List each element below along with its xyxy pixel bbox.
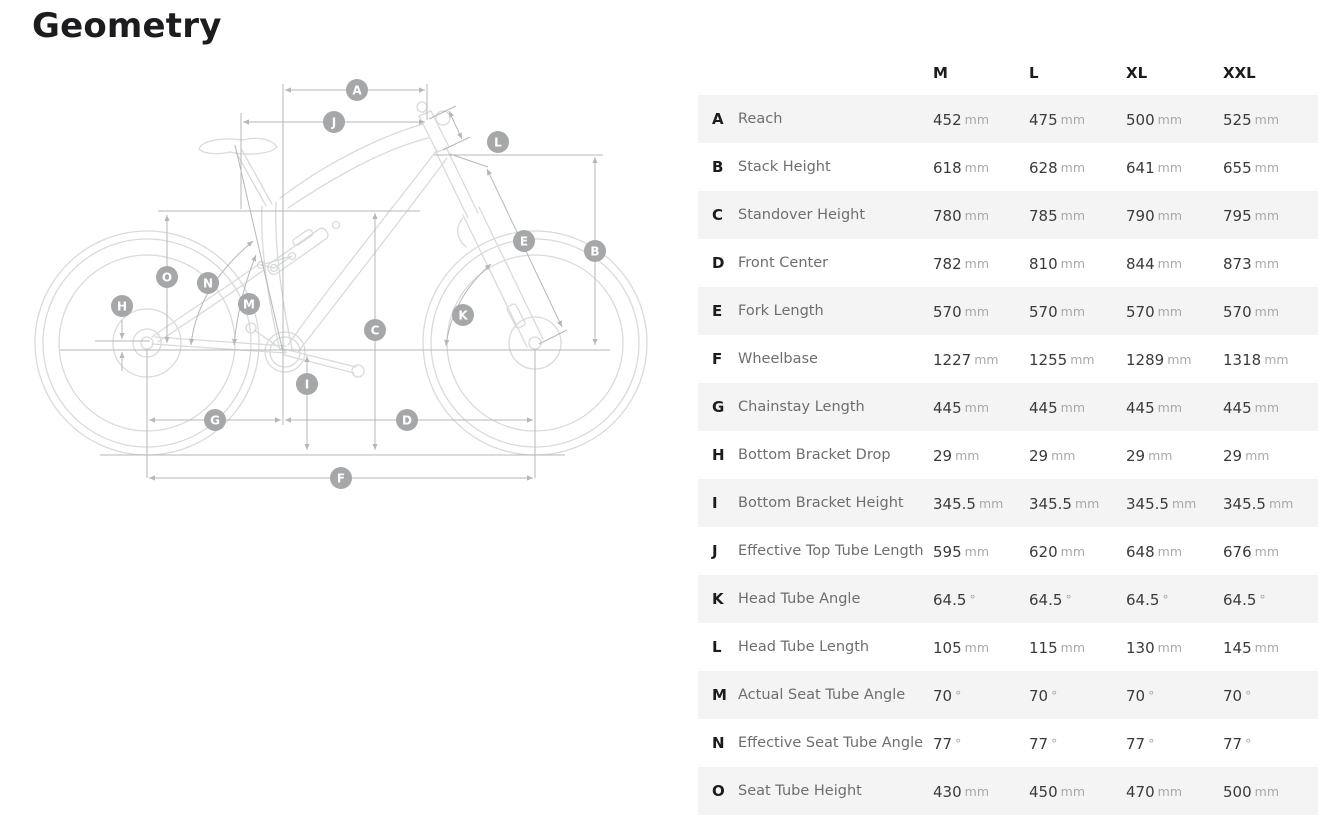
value-number: 782 xyxy=(933,254,962,273)
value-number: 105 xyxy=(933,638,962,657)
row-letter: K xyxy=(712,590,724,608)
row-value xyxy=(1126,686,1223,705)
value-unit: ° xyxy=(1259,591,1266,607)
value-number: 70 xyxy=(1029,686,1049,705)
geometry-row-o xyxy=(698,767,1318,815)
value-unit: mm xyxy=(1148,447,1173,463)
row-value xyxy=(1029,398,1126,417)
row-value xyxy=(1029,206,1126,225)
value-unit: mm xyxy=(1157,399,1182,415)
row-value xyxy=(933,302,1029,321)
value-number: 628 xyxy=(1029,158,1058,177)
row-label: Wheelbase xyxy=(738,351,818,367)
dimension-badge-n xyxy=(197,272,219,294)
row-label: Reach xyxy=(738,111,783,127)
row-value xyxy=(1223,590,1318,609)
value-number: 570 xyxy=(1223,302,1252,321)
row-value xyxy=(1223,782,1318,801)
dimension-badge-m xyxy=(238,293,260,315)
value-number: 345.5 xyxy=(1126,494,1169,513)
row-value xyxy=(1223,734,1318,753)
value-unit: mm xyxy=(964,111,989,127)
row-value xyxy=(1029,686,1126,705)
value-unit: mm xyxy=(1051,447,1076,463)
row-value xyxy=(933,206,1029,225)
row-value xyxy=(933,542,1029,561)
row-value xyxy=(1029,446,1126,465)
value-number: 1227 xyxy=(933,350,972,369)
value-unit: ° xyxy=(955,687,962,703)
svg-text:M: M xyxy=(243,297,255,312)
row-value xyxy=(933,494,1029,513)
value-unit: mm xyxy=(1157,255,1182,271)
value-number: 29 xyxy=(1126,446,1146,465)
value-unit: ° xyxy=(969,591,976,607)
dimension-badge-k xyxy=(452,304,474,326)
value-unit: mm xyxy=(1254,783,1279,799)
dimension-badge-g xyxy=(204,409,226,431)
value-number: 1289 xyxy=(1126,350,1165,369)
svg-text:I: I xyxy=(304,377,310,392)
value-unit: mm xyxy=(1167,351,1192,367)
value-unit: mm xyxy=(964,303,989,319)
geometry-table xyxy=(698,50,1318,815)
row-label: Front Center xyxy=(738,255,829,271)
row-value xyxy=(1223,302,1318,321)
value-number: 641 xyxy=(1126,158,1155,177)
value-unit: mm xyxy=(1157,207,1182,223)
value-number: 450 xyxy=(1029,782,1058,801)
bike-geometry-diagram xyxy=(0,0,690,560)
value-number: 676 xyxy=(1223,542,1252,561)
row-value xyxy=(933,254,1029,273)
value-unit: mm xyxy=(1060,159,1085,175)
row-value xyxy=(1126,398,1223,417)
value-unit: mm xyxy=(1060,399,1085,415)
value-number: 785 xyxy=(1029,206,1058,225)
geometry-row-e xyxy=(698,287,1318,335)
row-value xyxy=(1223,494,1318,513)
row-value xyxy=(1029,590,1126,609)
dimension-badge-b xyxy=(584,240,606,262)
dimension-badge-e xyxy=(513,230,535,252)
value-unit: mm xyxy=(1060,639,1085,655)
value-number: 655 xyxy=(1223,158,1252,177)
svg-text:E: E xyxy=(519,234,529,249)
value-unit: mm xyxy=(964,255,989,271)
value-unit: mm xyxy=(1157,159,1182,175)
value-number: 500 xyxy=(1126,110,1155,129)
value-unit: mm xyxy=(1254,207,1279,223)
row-letter: O xyxy=(712,782,725,800)
value-unit: mm xyxy=(1060,783,1085,799)
value-number: 29 xyxy=(933,446,953,465)
value-number: 430 xyxy=(933,782,962,801)
row-value xyxy=(1223,158,1318,177)
value-unit: ° xyxy=(1065,591,1072,607)
value-number: 64.5 xyxy=(933,590,967,609)
table-body xyxy=(698,95,1318,815)
value-number: 620 xyxy=(1029,542,1058,561)
geometry-row-b xyxy=(698,143,1318,191)
size-column-header-xl: XL xyxy=(1126,63,1148,82)
value-unit: ° xyxy=(1162,591,1169,607)
value-unit: mm xyxy=(1074,495,1100,511)
row-letter: E xyxy=(712,302,723,320)
row-value xyxy=(1029,302,1126,321)
row-letter: L xyxy=(712,638,722,656)
value-number: 77 xyxy=(1223,734,1243,753)
row-label: Stack Height xyxy=(738,159,831,175)
value-number: 810 xyxy=(1029,254,1058,273)
value-number: 64.5 xyxy=(1223,590,1257,609)
value-number: 1318 xyxy=(1223,350,1262,369)
svg-text:L: L xyxy=(494,135,502,150)
value-number: 70 xyxy=(1223,686,1243,705)
svg-text:D: D xyxy=(402,413,412,428)
value-unit: mm xyxy=(974,351,999,367)
row-letter: D xyxy=(712,254,725,272)
value-unit: mm xyxy=(1254,111,1279,127)
row-value xyxy=(1126,206,1223,225)
value-number: 345.5 xyxy=(933,494,976,513)
row-label: Effective Seat Tube Angle xyxy=(738,735,924,751)
row-value xyxy=(933,110,1029,129)
value-unit: mm xyxy=(964,159,989,175)
svg-text:C: C xyxy=(370,323,380,338)
value-unit: mm xyxy=(978,495,1004,511)
value-number: 595 xyxy=(933,542,962,561)
value-number: 77 xyxy=(1126,734,1146,753)
row-label: Bottom Bracket Drop xyxy=(738,447,891,463)
row-value xyxy=(1126,350,1223,369)
size-column-header-xxl: XXL xyxy=(1223,63,1256,82)
size-column-header-m: M xyxy=(933,63,948,82)
row-label: Effective Top Tube Length xyxy=(738,543,924,559)
value-unit: mm xyxy=(1157,303,1182,319)
row-letter: H xyxy=(712,446,725,464)
row-value xyxy=(933,638,1029,657)
value-number: 452 xyxy=(933,110,962,129)
row-value xyxy=(1223,686,1318,705)
svg-text:K: K xyxy=(458,308,468,323)
value-number: 570 xyxy=(1126,302,1155,321)
row-value xyxy=(1223,542,1318,561)
row-value xyxy=(933,446,1029,465)
value-unit: mm xyxy=(1070,351,1095,367)
row-value xyxy=(1126,302,1223,321)
svg-text:N: N xyxy=(202,276,214,291)
value-unit: mm xyxy=(1254,639,1279,655)
row-value xyxy=(933,398,1029,417)
value-unit: mm xyxy=(1060,303,1085,319)
row-value xyxy=(1223,206,1318,225)
value-unit: mm xyxy=(1254,303,1279,319)
frame xyxy=(152,102,450,377)
value-number: 795 xyxy=(1223,206,1252,225)
value-unit: mm xyxy=(964,207,989,223)
geometry-row-k xyxy=(698,575,1318,623)
row-value xyxy=(1223,110,1318,129)
dimension-badges-layer xyxy=(111,79,606,489)
row-value xyxy=(933,686,1029,705)
row-label: Head Tube Angle xyxy=(738,591,861,607)
geometry-row-i xyxy=(698,479,1318,527)
row-letter: B xyxy=(712,158,724,176)
value-number: 570 xyxy=(1029,302,1058,321)
value-number: 115 xyxy=(1029,638,1058,657)
value-unit: mm xyxy=(1157,783,1182,799)
geometry-row-l xyxy=(698,623,1318,671)
value-number: 345.5 xyxy=(1223,494,1266,513)
dimension-badge-o xyxy=(156,266,178,288)
value-number: 618 xyxy=(933,158,962,177)
value-number: 29 xyxy=(1223,446,1243,465)
row-label: Head Tube Length xyxy=(738,639,870,655)
value-unit: mm xyxy=(1060,111,1085,127)
geometry-row-m xyxy=(698,671,1318,719)
dimension-badge-l xyxy=(487,131,509,153)
value-unit: mm xyxy=(1245,447,1270,463)
value-number: 470 xyxy=(1126,782,1155,801)
value-number: 70 xyxy=(933,686,953,705)
value-unit: mm xyxy=(1157,111,1182,127)
value-unit: ° xyxy=(1051,735,1058,751)
row-value xyxy=(1029,638,1126,657)
value-unit: mm xyxy=(1254,255,1279,271)
dimension-badge-d xyxy=(396,409,418,431)
geometry-row-c xyxy=(698,191,1318,239)
value-number: 873 xyxy=(1223,254,1252,273)
dimension-badge-c xyxy=(364,319,386,341)
geometry-row-h xyxy=(698,431,1318,479)
dimension-badge-f xyxy=(330,467,352,489)
row-value xyxy=(1223,254,1318,273)
row-label: Seat Tube Height xyxy=(738,783,862,799)
geometry-row-g xyxy=(698,383,1318,431)
value-number: 145 xyxy=(1223,638,1252,657)
value-unit: ° xyxy=(1148,735,1155,751)
value-unit: mm xyxy=(964,399,989,415)
value-number: 130 xyxy=(1126,638,1155,657)
value-unit: mm xyxy=(1060,207,1085,223)
row-value xyxy=(1126,590,1223,609)
value-unit: mm xyxy=(964,639,989,655)
row-value xyxy=(933,734,1029,753)
value-unit: ° xyxy=(1245,687,1252,703)
value-unit: mm xyxy=(1060,255,1085,271)
dimension-badge-h xyxy=(111,295,133,317)
row-value xyxy=(1029,254,1126,273)
value-unit: ° xyxy=(955,735,962,751)
row-value xyxy=(1029,782,1126,801)
row-label: Actual Seat Tube Angle xyxy=(738,687,906,703)
geometry-row-a xyxy=(698,95,1318,143)
row-letter: F xyxy=(712,350,723,368)
value-unit: ° xyxy=(1051,687,1058,703)
value-unit: mm xyxy=(1060,543,1085,559)
value-unit: mm xyxy=(1268,495,1294,511)
row-value xyxy=(1126,446,1223,465)
dimension-badge-j xyxy=(323,111,345,133)
value-number: 844 xyxy=(1126,254,1155,273)
value-number: 29 xyxy=(1029,446,1049,465)
svg-text:F: F xyxy=(336,471,346,486)
row-value xyxy=(1126,494,1223,513)
value-unit: mm xyxy=(1157,639,1182,655)
value-number: 77 xyxy=(933,734,953,753)
value-unit: mm xyxy=(1157,543,1182,559)
row-letter: N xyxy=(712,734,725,752)
svg-text:J: J xyxy=(331,115,337,130)
value-number: 345.5 xyxy=(1029,494,1072,513)
svg-text:A: A xyxy=(352,83,362,98)
row-value xyxy=(1126,638,1223,657)
value-unit: mm xyxy=(964,783,989,799)
value-number: 1255 xyxy=(1029,350,1068,369)
value-unit: mm xyxy=(1264,351,1289,367)
dimension-badge-i xyxy=(296,373,318,395)
row-label: Standover Height xyxy=(738,207,866,223)
row-letter: G xyxy=(712,398,725,416)
row-value xyxy=(1223,350,1318,369)
value-unit: mm xyxy=(955,447,980,463)
row-letter: I xyxy=(712,494,718,512)
row-label: Bottom Bracket Height xyxy=(738,495,904,511)
row-label: Fork Length xyxy=(738,303,824,319)
value-number: 445 xyxy=(1223,398,1252,417)
value-unit: mm xyxy=(1254,159,1279,175)
value-number: 475 xyxy=(1029,110,1058,129)
value-number: 500 xyxy=(1223,782,1252,801)
value-number: 445 xyxy=(933,398,962,417)
row-value xyxy=(1223,398,1318,417)
value-unit: mm xyxy=(1254,399,1279,415)
geometry-row-d xyxy=(698,239,1318,287)
row-value xyxy=(1029,734,1126,753)
page-title: Geometry xyxy=(32,6,222,46)
value-unit: mm xyxy=(1254,543,1279,559)
bike-diagram-svg xyxy=(0,0,690,560)
value-number: 64.5 xyxy=(1029,590,1063,609)
row-label: Chainstay Length xyxy=(738,399,865,415)
value-number: 790 xyxy=(1126,206,1155,225)
value-unit: ° xyxy=(1148,687,1155,703)
value-number: 570 xyxy=(933,302,962,321)
row-value xyxy=(933,590,1029,609)
size-column-header-l: L xyxy=(1029,63,1039,82)
table-header-row xyxy=(698,50,1318,95)
row-value xyxy=(1029,158,1126,177)
row-letter: M xyxy=(712,686,727,704)
svg-text:G: G xyxy=(210,413,220,428)
value-number: 64.5 xyxy=(1126,590,1160,609)
row-value xyxy=(1126,782,1223,801)
value-number: 780 xyxy=(933,206,962,225)
geometry-row-f xyxy=(698,335,1318,383)
geometry-row-n xyxy=(698,719,1318,767)
value-number: 70 xyxy=(1126,686,1146,705)
row-value xyxy=(1126,158,1223,177)
row-value xyxy=(1126,110,1223,129)
svg-text:H: H xyxy=(116,299,128,314)
row-value xyxy=(1029,494,1126,513)
row-value xyxy=(1029,110,1126,129)
row-value xyxy=(1126,734,1223,753)
value-number: 445 xyxy=(1126,398,1155,417)
row-value xyxy=(1029,350,1126,369)
row-letter: J xyxy=(712,542,718,560)
row-letter: C xyxy=(712,206,724,224)
value-unit: mm xyxy=(964,543,989,559)
row-letter: A xyxy=(712,110,724,128)
row-value xyxy=(1029,542,1126,561)
row-value xyxy=(933,782,1029,801)
row-value xyxy=(1223,638,1318,657)
svg-text:O: O xyxy=(161,270,173,285)
value-number: 77 xyxy=(1029,734,1049,753)
dimension-badge-a xyxy=(346,79,368,101)
row-value xyxy=(933,350,1029,369)
value-number: 445 xyxy=(1029,398,1058,417)
value-unit: ° xyxy=(1245,735,1252,751)
value-number: 648 xyxy=(1126,542,1155,561)
row-value xyxy=(1223,446,1318,465)
row-value xyxy=(933,158,1029,177)
value-unit: mm xyxy=(1171,495,1197,511)
svg-text:B: B xyxy=(590,244,600,259)
geometry-row-j xyxy=(698,527,1318,575)
value-number: 525 xyxy=(1223,110,1252,129)
row-value xyxy=(1126,542,1223,561)
row-value xyxy=(1126,254,1223,273)
